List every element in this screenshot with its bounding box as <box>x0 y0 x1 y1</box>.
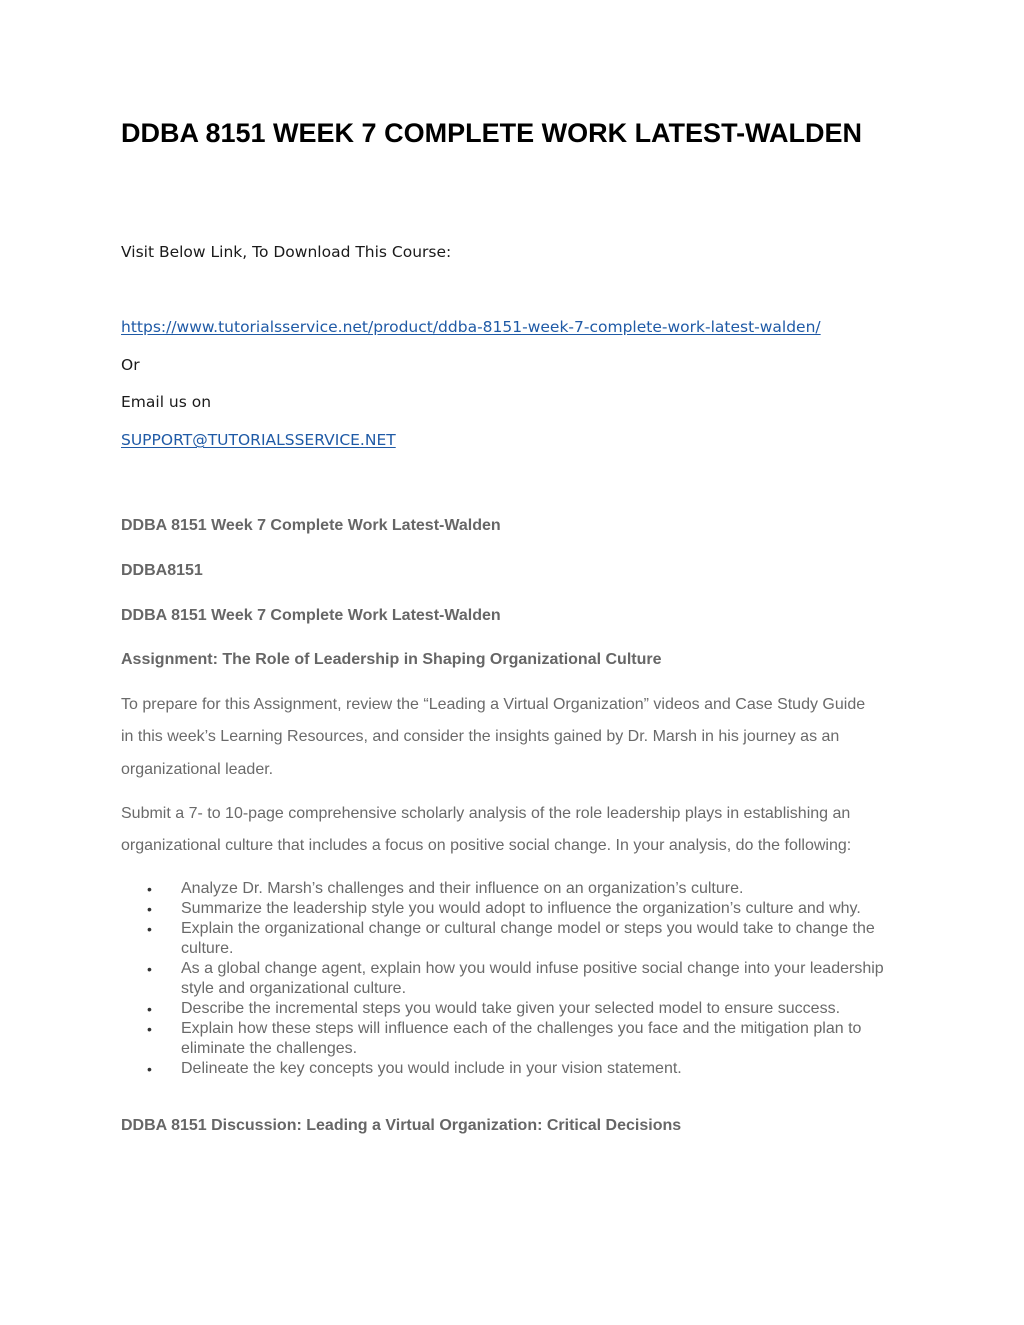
email-link[interactable]: SUPPORT@TUTORIALSSERVICE.NET <box>121 431 396 449</box>
assignment-heading: Assignment: The Role of Leadership in Shaping Organizational Culture <box>121 651 662 668</box>
discussion-heading: DDBA 8151 Discussion: Leading a Virtual Organization: Critical Decisions <box>121 1117 682 1134</box>
page-title: DDBA 8151 WEEK 7 COMPLETE WORK LATEST-WALDEN <box>121 118 863 148</box>
requirements-list <box>141 879 911 1079</box>
bullet-icon: • <box>147 1021 152 1037</box>
bullet-icon: • <box>147 921 152 937</box>
list-item <box>141 899 911 919</box>
paragraph-2-line-1: Submit a 7- to 10-page comprehensive scholarly analysis of the role leadership plays in establishing an <box>121 805 851 822</box>
bullet-icon: • <box>147 881 152 897</box>
list-item-text: Delineate the key concepts you would include in your vision statement. <box>181 1060 682 1077</box>
paragraph-1-line-2: in this week’s Learning Resources, and consider the insights gained by Dr. Marsh in his journey as an <box>121 728 840 745</box>
list-item <box>141 1019 911 1059</box>
bullet-icon: • <box>147 1061 152 1077</box>
list-item-text: Explain the organizational change or cultural change model or steps you would take to change the culture. <box>181 920 875 957</box>
list-item <box>141 919 911 959</box>
list-item-text: Summarize the leadership style you would adopt to influence the organization’s culture and why. <box>181 900 861 917</box>
paragraph-1-line-1: To prepare for this Assignment, review the “Leading a Virtual Organization” videos and Case Study Guide <box>121 696 866 713</box>
visit-instruction: Visit Below Link, To Download This Course: <box>121 243 452 261</box>
course-code: DDBA8151 <box>121 562 203 579</box>
or-text: Or <box>121 356 140 374</box>
paragraph-1-line-3: organizational leader. <box>121 761 274 778</box>
list-item <box>141 999 911 1019</box>
list-item-text: Analyze Dr. Marsh’s challenges and their influence on an organization’s culture. <box>181 880 744 897</box>
list-item-text: As a global change agent, explain how you would infuse positive social change into your leadership style and organizational culture. <box>181 960 884 997</box>
list-item <box>141 1059 911 1079</box>
bullet-icon: • <box>147 961 152 977</box>
email-prompt: Email us on <box>121 393 212 411</box>
section-heading-2: DDBA 8151 Week 7 Complete Work Latest-Walden <box>121 607 501 624</box>
bullet-icon: • <box>147 1001 152 1017</box>
section-heading-1: DDBA 8151 Week 7 Complete Work Latest-Walden <box>121 517 501 534</box>
list-item <box>141 879 911 899</box>
bullet-icon: • <box>147 901 152 917</box>
list-item-text: Explain how these steps will influence each of the challenges you face and the mitigation plan to eliminate the challenges. <box>181 1020 862 1057</box>
list-item-text: Describe the incremental steps you would take given your selected model to ensure success. <box>181 1000 841 1017</box>
product-link[interactable]: https://www.tutorialsservice.net/product/ddba-8151-week-7-complete-work-latest-walden/ <box>121 318 821 336</box>
list-item <box>141 959 911 999</box>
paragraph-2-line-2: organizational culture that includes a focus on positive social change. In your analysis, do the following: <box>121 837 852 854</box>
